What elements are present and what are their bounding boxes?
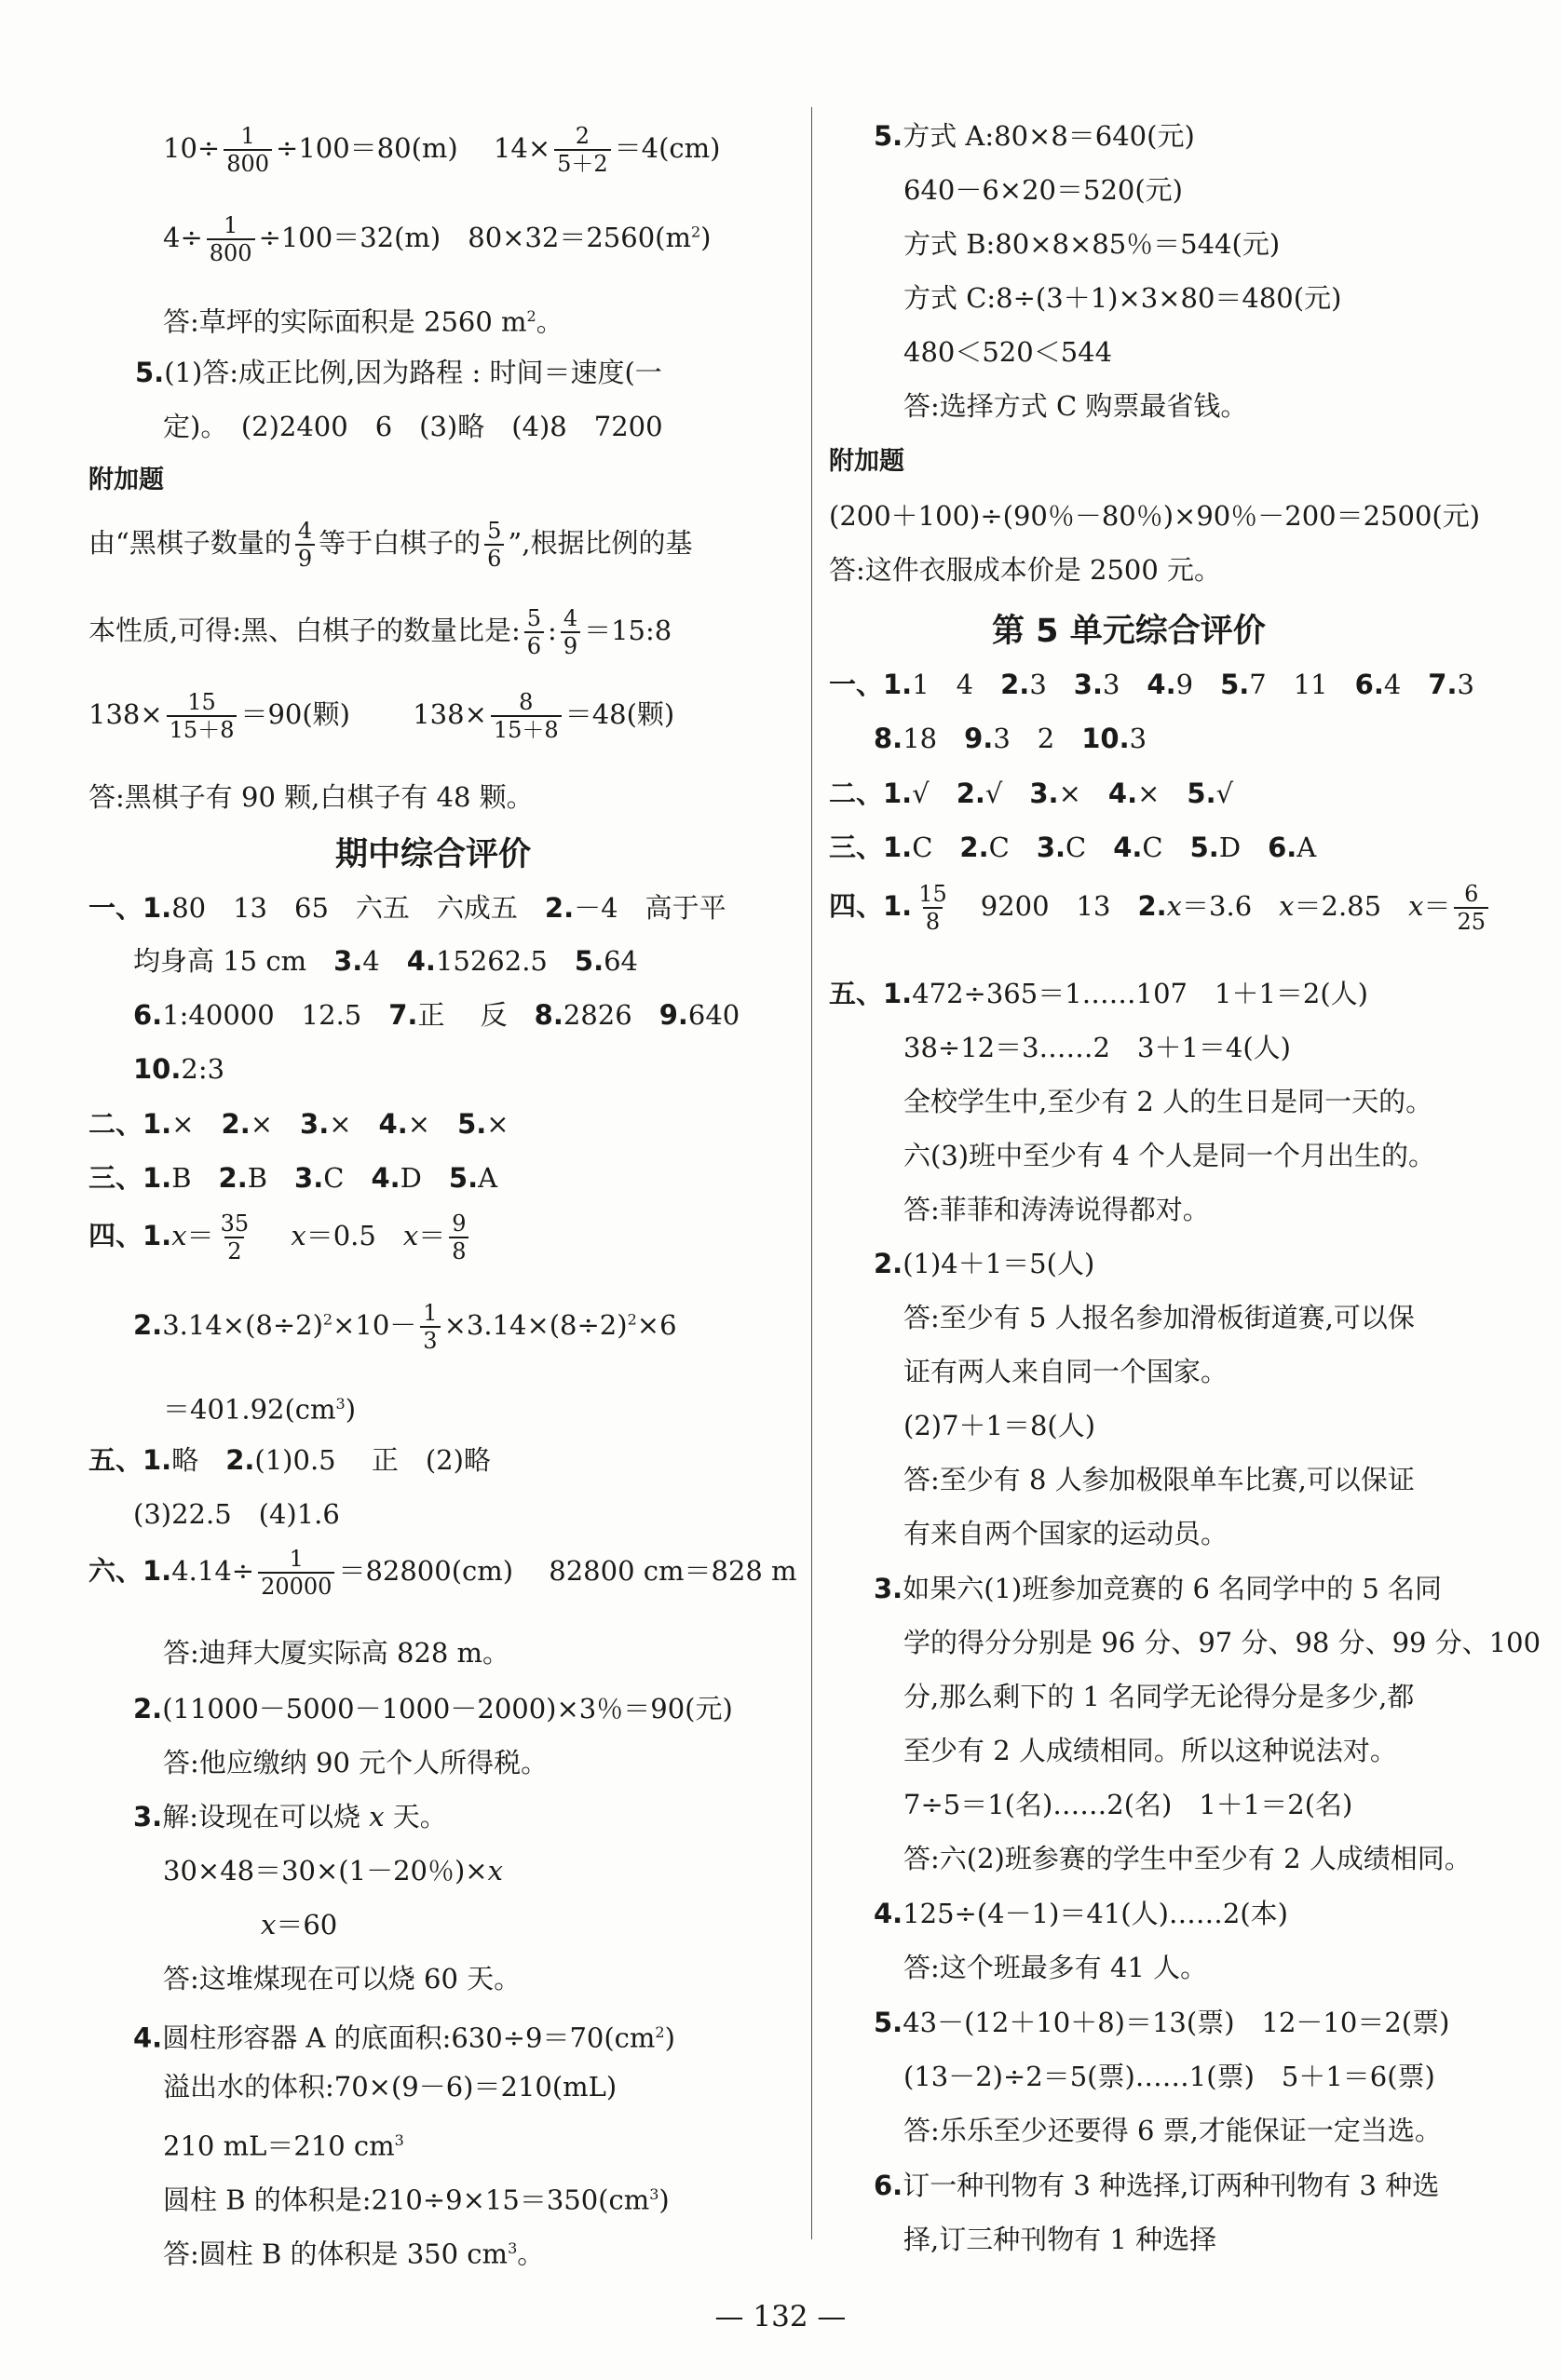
text: 本性质,可得:黑、白棋子的数量比是: xyxy=(88,615,521,646)
text: 2826 xyxy=(563,999,659,1031)
text: A xyxy=(1296,832,1317,863)
fraction xyxy=(420,1300,440,1354)
text: × xyxy=(171,1108,222,1140)
bonus-line-2 xyxy=(88,605,672,670)
question-number: 二、1. xyxy=(88,1108,172,1140)
numerator: 4 xyxy=(563,605,578,631)
denominator: 800 xyxy=(224,149,272,177)
denominator: 8 xyxy=(449,1237,468,1264)
fraction xyxy=(218,1210,252,1264)
unit5-part5-q3-line5: 7÷5＝1(名)……2(名) 1＋1＝2(名) xyxy=(903,1789,1353,1820)
question-number: 6. xyxy=(1354,669,1384,700)
unit5-part5-q4-line1 xyxy=(874,1895,1288,1932)
superscript: 3 xyxy=(649,2185,659,2203)
answer-coal: 答:这堆煤现在可以烧 60 天。 xyxy=(163,1963,522,1995)
text: (1)4＋1＝5(人) xyxy=(903,1248,1095,1279)
text: 2:3 xyxy=(181,1053,225,1085)
text: 10÷ xyxy=(163,132,221,164)
text: 15262.5 xyxy=(435,945,575,977)
question-number: 7. xyxy=(1428,669,1458,700)
text: 125÷(4－1)＝41(人)……2(本) xyxy=(903,1898,1288,1929)
numerator: 15 xyxy=(187,689,216,715)
question-number: 4. xyxy=(371,1162,400,1194)
question-number: 8. xyxy=(534,999,563,1031)
question-number: 四、1. xyxy=(829,890,913,922)
question-number: 3. xyxy=(1029,778,1059,809)
denominator: 800 xyxy=(207,238,255,266)
unit5-part1-line2 xyxy=(874,720,1147,757)
unit5-part5-q1-line3: 全校学生中,至少有 2 人的生日是同一天的。 xyxy=(903,1086,1433,1117)
bonus-line-1 xyxy=(88,518,692,583)
question-number: 4. xyxy=(1107,778,1138,809)
fraction xyxy=(484,518,504,572)
text: 圆柱 B 的体积是:210÷9×15＝350(cm xyxy=(163,2184,650,2216)
text: 80 13 65 六五 六成五 xyxy=(171,892,545,924)
ticket-q5-line2: 640－6×20＝520(元) xyxy=(903,174,1183,206)
answer-cylinder-b xyxy=(163,2230,545,2270)
question-number: 2. xyxy=(1000,669,1030,700)
text: 3 xyxy=(1129,723,1147,754)
denominator: 3 xyxy=(420,1326,440,1354)
question-number: 3. xyxy=(874,1573,903,1604)
text: (1)0.5 正 (2)略 xyxy=(254,1444,491,1476)
question-number: 3. xyxy=(294,1162,324,1194)
unit5-part5-q1-answer: 答:菲菲和涛涛说得都对。 xyxy=(903,1194,1210,1225)
text: 3 2 xyxy=(993,723,1082,754)
text: 略 xyxy=(171,1444,226,1476)
question-number: 2. xyxy=(544,892,575,924)
midterm-part4-line3 xyxy=(163,1386,357,1426)
text: 30×48＝30×(1－20％)× xyxy=(163,1855,488,1886)
question-number: 五、1. xyxy=(88,1444,172,1476)
unit5-part5-q3-line3: 分,那么剩下的 1 名同学无论得分是多少,都 xyxy=(903,1681,1415,1712)
unit5-part5-q2-line3: 证有两人来自同一个国家。 xyxy=(903,1356,1228,1387)
text: 43－(12＋10＋8)＝13(票) 12－10＝2(票) xyxy=(903,2007,1450,2038)
numerator: 5 xyxy=(526,605,542,631)
text: ＝48(颗) xyxy=(564,698,675,730)
question-number: 5. xyxy=(874,2007,903,2038)
text: 圆柱形容器 A 的底面积:630÷9＝70(cm xyxy=(162,2022,656,2054)
text: 如果六(1)班参加竞赛的 6 名同学中的 5 名同 xyxy=(903,1573,1443,1604)
fraction xyxy=(491,689,562,743)
unit5-part5-q2-line6: 有来自两个国家的运动员。 xyxy=(903,1518,1228,1549)
text: 1:40000 12.5 xyxy=(162,999,389,1031)
text: 7 11 xyxy=(1249,669,1355,700)
text: ＝15:8 xyxy=(584,615,672,646)
text: √ xyxy=(912,778,957,809)
variable: x xyxy=(369,1801,385,1832)
question-number: 3. xyxy=(1073,669,1103,700)
page-number: — 132 — xyxy=(714,2300,847,2333)
question-number: 5. xyxy=(448,1162,479,1194)
question-number: 2. xyxy=(218,1162,248,1194)
text: ＝82800(cm) 82800 cm＝828 m xyxy=(338,1555,797,1587)
question-number: 5. xyxy=(574,945,604,977)
fraction xyxy=(258,1546,334,1600)
question-number: 9. xyxy=(964,723,994,754)
solution-coal xyxy=(261,1906,337,1943)
text: 均身高 15 cm xyxy=(133,945,334,977)
text: A xyxy=(478,1162,498,1194)
line-scale-calc-2 xyxy=(163,212,711,277)
denominator: 9 xyxy=(295,544,315,572)
midterm-part2 xyxy=(88,1105,509,1143)
question-number: 2. xyxy=(874,1248,903,1279)
text: × xyxy=(250,1108,301,1140)
midterm-part6-q1 xyxy=(88,1546,797,1611)
question-number: 3. xyxy=(300,1108,330,1140)
unit5-part4 xyxy=(829,881,1492,946)
text: × xyxy=(329,1108,379,1140)
q5-line-1 xyxy=(135,354,662,391)
numerator: 15 xyxy=(918,881,947,907)
superscript: 3 xyxy=(394,2131,404,2149)
unit5-part5-q5-line2: (13－2)÷2＝5(票)……1(票) 5＋1＝6(票) xyxy=(903,2061,1435,2092)
ticket-q5-line1 xyxy=(874,117,1195,155)
midterm-part4-line1 xyxy=(88,1210,472,1276)
text: 答:草坪的实际面积是 2560 m xyxy=(163,305,527,338)
superscript: 2 xyxy=(690,223,701,241)
text: ＝4(cm) xyxy=(614,132,721,164)
unit5-part5-q3-line2: 学的得分分别是 96 分、97 分、98 分、99 分、100 xyxy=(903,1627,1541,1658)
numerator: 1 xyxy=(240,123,255,149)
question-number: 3. xyxy=(1036,832,1066,863)
question-number: 7. xyxy=(388,999,418,1031)
question-number: 4. xyxy=(378,1108,408,1140)
equation-coal xyxy=(163,1852,503,1889)
text: ) xyxy=(658,2184,670,2216)
question-number: 5. xyxy=(135,357,165,388)
text: ×3.14×(8÷2) xyxy=(443,1309,628,1341)
variable: x xyxy=(1166,890,1183,922)
text: 3.14×(8÷2) xyxy=(162,1309,323,1341)
text: －4 高于平 xyxy=(574,892,726,924)
text: × xyxy=(486,1108,509,1140)
midterm-part6-q4-line2: 溢出水的体积:70×(9－6)＝210(mL) xyxy=(163,2071,618,2103)
text: B xyxy=(247,1162,295,1194)
text: 4.14÷ xyxy=(171,1555,255,1587)
unit5-part5-q5-line1 xyxy=(874,2004,1449,2041)
text: ”,根据比例的基 xyxy=(508,527,693,559)
numerator: 8 xyxy=(519,689,534,715)
question-number: 2. xyxy=(221,1108,251,1140)
question-number: 三、1. xyxy=(829,832,913,863)
unit5-part2 xyxy=(829,775,1233,812)
superscript: 3 xyxy=(508,2239,518,2257)
text: ) xyxy=(700,222,712,253)
variable: x xyxy=(487,1855,503,1886)
fraction xyxy=(207,212,255,266)
text: ) xyxy=(664,2022,675,2054)
question-number: 四、1. xyxy=(88,1220,172,1251)
ticket-answer: 答:选择方式 C 购票最省钱。 xyxy=(903,390,1248,422)
text: 由“黑棋子数量的 xyxy=(88,527,292,559)
unit5-part5-q1-line1 xyxy=(829,975,1368,1012)
question-number: 8. xyxy=(874,723,903,754)
unit5-part5-q3-line4: 至少有 2 人成绩相同。所以这种说法对。 xyxy=(903,1735,1397,1766)
question-number: 5. xyxy=(1189,832,1219,863)
ticket-q5-line3: 方式 B:80×8×85％＝544(元) xyxy=(903,228,1281,260)
text: : xyxy=(548,615,557,646)
midterm-part3 xyxy=(88,1159,497,1197)
text: 472÷365＝1……107 1＋1＝2(人) xyxy=(912,978,1368,1009)
text: 640 xyxy=(687,999,740,1031)
question-number: 三、1. xyxy=(88,1162,172,1194)
variable: x xyxy=(1408,890,1424,922)
text: 答:圆柱 B 的体积是 350 cm xyxy=(163,2238,509,2270)
question-number: 6. xyxy=(133,999,163,1031)
text: 9200 13 xyxy=(953,890,1138,922)
question-number: 10. xyxy=(133,1053,182,1085)
question-number: 2. xyxy=(225,1444,255,1476)
question-number: 5. xyxy=(1187,778,1216,809)
line-scale-calc-1 xyxy=(163,123,721,188)
fraction xyxy=(554,123,611,177)
superscript: 2 xyxy=(526,307,536,325)
numerator: 35 xyxy=(220,1210,250,1237)
unit5-part5-q5-answer: 答:乐乐至少还要得 6 票,才能保证一定当选。 xyxy=(903,2115,1442,2146)
denominator: 6 xyxy=(484,544,504,572)
question-number: 2. xyxy=(133,1693,163,1724)
denominator: 9 xyxy=(561,631,580,659)
superscript: 2 xyxy=(322,1310,333,1329)
text: 3 xyxy=(1102,669,1147,700)
midterm-part1-line4 xyxy=(133,1050,224,1088)
variable: x xyxy=(1279,890,1295,922)
question-number: 3. xyxy=(133,1801,163,1832)
denominator: 2 xyxy=(224,1237,244,1264)
midterm-part6-q4-line3 xyxy=(163,2122,404,2162)
midterm-part1-line2 xyxy=(133,942,638,980)
question-number: 6. xyxy=(874,2170,903,2201)
bonus-line-3 xyxy=(88,689,674,754)
text: ＝ xyxy=(1423,890,1451,922)
text: ÷100＝32(m) 80×32＝2560(m xyxy=(258,222,691,253)
text: × xyxy=(1137,778,1188,809)
question-number: 4. xyxy=(133,2022,163,2054)
unit5-part5-q6-line2: 择,订三种刊物有 1 种选择 xyxy=(903,2224,1217,2255)
question-number: 一、1. xyxy=(88,892,172,924)
fraction xyxy=(167,689,238,743)
question-number: 9. xyxy=(658,999,688,1031)
numerator: 1 xyxy=(423,1300,438,1326)
question-number: 10. xyxy=(1081,723,1130,754)
unit5-part5-q1-line4: 六(3)班中至少有 4 个人是同一个月出生的。 xyxy=(903,1140,1435,1171)
unit5-part5-q2-line4: (2)7＋1＝8(人) xyxy=(903,1410,1096,1441)
text: 。 xyxy=(536,305,563,338)
midterm-part1-line3 xyxy=(133,996,740,1034)
text: ＝ xyxy=(418,1220,446,1251)
text: × xyxy=(1058,778,1108,809)
denominator: 15＋8 xyxy=(167,715,238,743)
question-number: 2. xyxy=(956,778,985,809)
text: 210 mL＝210 cm xyxy=(163,2130,395,2162)
text: C xyxy=(1142,832,1190,863)
section-heading-bonus: 附加题 xyxy=(88,466,164,494)
unit5-part1-line1 xyxy=(829,666,1474,703)
ticket-q5-line4: 方式 C:8÷(3＋1)×3×80＝480(元) xyxy=(903,282,1342,314)
text: × xyxy=(407,1108,458,1140)
fraction xyxy=(1454,881,1488,935)
unit5-part5-q2-line1 xyxy=(874,1245,1094,1282)
text: 138× xyxy=(88,698,163,730)
question-number: 5. xyxy=(874,120,903,152)
variable: x xyxy=(171,1220,187,1251)
question-number: 4. xyxy=(874,1898,903,1929)
text: ÷100＝80(m) 14× xyxy=(276,132,551,164)
fraction xyxy=(524,605,544,659)
question-number: 3. xyxy=(333,945,363,977)
bonus-right-answer: 答:这件衣服成本价是 2500 元。 xyxy=(829,554,1222,586)
section-title-midterm: 期中综合评价 xyxy=(335,836,532,873)
denominator: 25 xyxy=(1454,907,1488,935)
numerator: 5 xyxy=(487,518,502,544)
text: ×10－ xyxy=(333,1309,417,1341)
text: C xyxy=(912,832,960,863)
text: 天。 xyxy=(384,1801,447,1832)
unit5-part5-q6-line1 xyxy=(874,2167,1439,2204)
question-number: 一、1. xyxy=(829,669,913,700)
text: ＝0.5 xyxy=(305,1220,403,1251)
superscript: 2 xyxy=(655,2023,665,2041)
midterm-part5-line2: (3)22.5 (4)1.6 xyxy=(133,1498,340,1530)
text: 3 xyxy=(1457,669,1474,700)
text: ＝2.85 xyxy=(1294,890,1409,922)
variable: x xyxy=(291,1220,306,1251)
fraction xyxy=(561,605,580,659)
text: ) xyxy=(345,1393,357,1426)
text: C xyxy=(988,832,1037,863)
denominator: 6 xyxy=(524,631,544,659)
denominator: 8 xyxy=(923,907,943,935)
question-number: 6. xyxy=(1268,832,1297,863)
midterm-part4-line2 xyxy=(133,1300,677,1365)
text: 订一种刊物有 3 种选择,订两种刊物有 3 种选 xyxy=(903,2170,1440,2201)
text: 等于白棋子的 xyxy=(319,527,482,559)
text: 1 4 xyxy=(912,669,1001,700)
column-divider xyxy=(811,107,812,2239)
denominator: 20000 xyxy=(258,1572,334,1600)
midterm-part1-line1 xyxy=(88,889,726,926)
text: C xyxy=(323,1162,372,1194)
text: √ xyxy=(984,778,1030,809)
midterm-part6-q4-line1 xyxy=(133,2014,675,2054)
answer-dubai-tower: 答:迪拜大厦实际高 828 m。 xyxy=(163,1637,510,1669)
text: 。 xyxy=(517,2238,545,2270)
numerator: 4 xyxy=(297,518,313,544)
text: ×6 xyxy=(636,1309,677,1341)
question-number: 4. xyxy=(406,945,436,977)
text: ＝3.6 xyxy=(1182,890,1280,922)
q5-line-2: 定)。 (2)2400 6 (3)略 (4)8 7200 xyxy=(163,411,663,442)
question-number: 5. xyxy=(457,1108,487,1140)
unit5-part5-q2-line2: 答:至少有 5 人报名参加滑板街道赛,可以保 xyxy=(903,1302,1415,1333)
question-number: 五、1. xyxy=(829,978,913,1009)
section-title-unit5: 第 5 单元综合评价 xyxy=(992,613,1266,650)
text: 9 xyxy=(1175,669,1221,700)
midterm-part6-q4-line4 xyxy=(163,2176,670,2216)
midterm-part6-q2 xyxy=(133,1690,733,1727)
text: 18 xyxy=(903,723,965,754)
text: (1)答:成正比例,因为路程 : 时间＝速度(一 xyxy=(164,357,662,388)
text: C xyxy=(1066,832,1114,863)
text: 方式 A:80×8＝640(元) xyxy=(903,120,1195,152)
text: 解:设现在可以烧 xyxy=(162,1801,370,1832)
numerator: 9 xyxy=(452,1210,467,1237)
bonus-right-calc: (200＋100)÷(90％－80％)×90％－200＝2500(元) xyxy=(829,500,1481,532)
text: 4÷ xyxy=(163,222,203,253)
fraction xyxy=(295,518,315,572)
fraction xyxy=(449,1210,468,1264)
answer-lawn-area xyxy=(163,298,563,338)
question-number: 2. xyxy=(133,1309,163,1341)
text: 4 xyxy=(362,945,407,977)
text: 64 xyxy=(604,945,638,977)
text: √ xyxy=(1215,778,1234,809)
midterm-part5-line1 xyxy=(88,1441,491,1479)
text: 正 反 xyxy=(417,999,535,1031)
denominator: 5＋2 xyxy=(554,149,611,177)
question-number: 二、1. xyxy=(829,778,913,809)
numerator: 2 xyxy=(575,123,590,149)
text: ＝90(颗) 138× xyxy=(240,698,487,730)
unit5-part5-q1-line2: 38÷12＝3……2 3＋1＝4(人) xyxy=(903,1032,1291,1063)
bonus-answer: 答:黑棋子有 90 颗,白棋子有 48 颗。 xyxy=(88,781,534,813)
question-number: 2. xyxy=(1137,890,1167,922)
text: ＝401.92(cm xyxy=(163,1393,336,1426)
question-number: 2. xyxy=(959,832,989,863)
text: ＝ xyxy=(186,1220,214,1251)
text: ＝60 xyxy=(276,1909,338,1941)
fraction xyxy=(916,881,950,935)
variable: x xyxy=(261,1909,277,1941)
superscript: 3 xyxy=(335,1395,346,1413)
unit5-part5-q2-line5: 答:至少有 8 人参加极限单车比赛,可以保证 xyxy=(903,1464,1415,1495)
midterm-part6-q3 xyxy=(133,1798,447,1835)
denominator: 15＋8 xyxy=(491,715,562,743)
numerator: 6 xyxy=(1464,881,1479,907)
text: B xyxy=(171,1162,219,1194)
unit5-part3 xyxy=(829,829,1316,866)
unit5-part5-q3-answer: 答:六(2)班参赛的学生中至少有 2 人成绩相同。 xyxy=(903,1843,1472,1874)
text: D xyxy=(400,1162,449,1194)
ticket-q5-line5: 480＜520＜544 xyxy=(903,336,1113,368)
question-number: 4. xyxy=(1113,832,1143,863)
numerator: 1 xyxy=(289,1546,304,1572)
variable: x xyxy=(402,1220,419,1251)
question-number: 4. xyxy=(1147,669,1176,700)
unit5-part5-q4-answer: 答:这个班最多有 41 人。 xyxy=(903,1952,1208,1983)
question-number: 六、1. xyxy=(88,1555,172,1587)
answer-tax: 答:他应缴纳 90 元个人所得税。 xyxy=(163,1747,549,1778)
text: D xyxy=(1218,832,1269,863)
text: 3 xyxy=(1029,669,1074,700)
fraction xyxy=(224,123,272,177)
text: (11000－5000－1000－2000)×3％＝90(元) xyxy=(162,1693,733,1724)
superscript: 2 xyxy=(627,1310,637,1329)
question-number: 5. xyxy=(1220,669,1250,700)
unit5-part5-q3-line1 xyxy=(874,1570,1442,1607)
text: 4 xyxy=(1383,669,1429,700)
section-heading-bonus-right: 附加题 xyxy=(829,447,904,476)
numerator: 1 xyxy=(224,212,238,238)
